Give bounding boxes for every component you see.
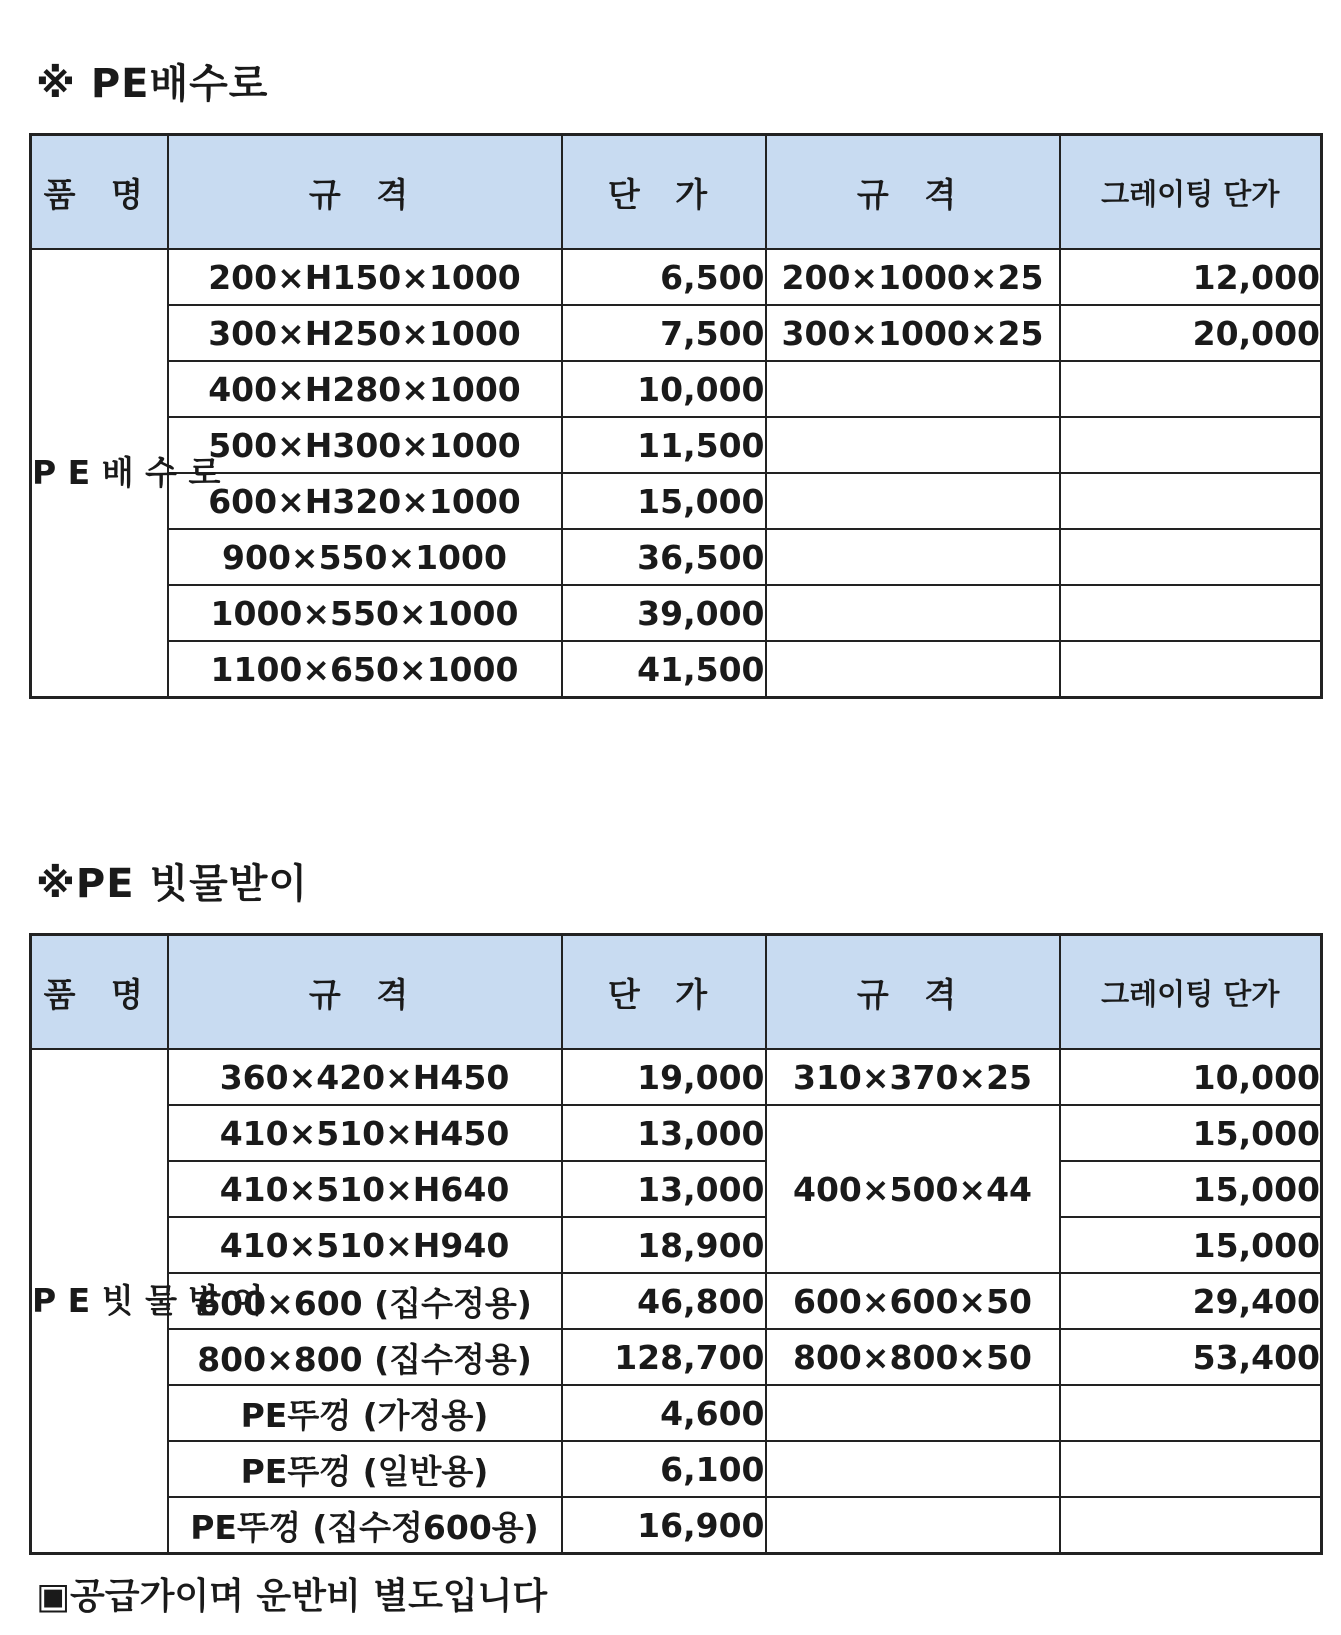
spec-cell: 400×H280×1000 bbox=[168, 361, 562, 417]
spec-cell: PE뚜껑 (가정용) bbox=[168, 1385, 562, 1441]
header-name: 품 명 bbox=[31, 135, 168, 250]
table-row bbox=[31, 1217, 1322, 1273]
table-row bbox=[31, 641, 1322, 698]
spec-cell: 900×550×1000 bbox=[168, 529, 562, 585]
grating-price-cell bbox=[1060, 361, 1322, 417]
header-price: 단 가 bbox=[562, 135, 766, 250]
price-cell: 4,600 bbox=[562, 1385, 766, 1441]
table-row bbox=[31, 1273, 1322, 1329]
table-row bbox=[31, 1049, 1322, 1105]
spec-cell: 410×510×H450 bbox=[168, 1105, 562, 1161]
spec-cell: PE뚜껑 (집수정600용) bbox=[168, 1497, 562, 1554]
table-row bbox=[31, 1329, 1322, 1385]
price-cell: 18,900 bbox=[562, 1217, 766, 1273]
header-name: 품 명 bbox=[31, 935, 168, 1050]
spec-cell: PE뚜껑 (일반용) bbox=[168, 1441, 562, 1497]
price-cell: 36,500 bbox=[562, 529, 766, 585]
grating-price-cell bbox=[1060, 1441, 1322, 1497]
grating-price-cell: 15,000 bbox=[1060, 1217, 1322, 1273]
grating-price-cell bbox=[1060, 1497, 1322, 1554]
spec-cell: 600×H320×1000 bbox=[168, 473, 562, 529]
grating-spec-cell bbox=[766, 641, 1060, 698]
grating-spec-cell bbox=[766, 1441, 1060, 1497]
table-header-row bbox=[31, 935, 1322, 1050]
grating-spec-cell bbox=[766, 473, 1060, 529]
header-spec: 규 격 bbox=[168, 135, 562, 250]
price-cell: 6,100 bbox=[562, 1441, 766, 1497]
price-cell: 11,500 bbox=[562, 417, 766, 473]
price-cell: 13,000 bbox=[562, 1105, 766, 1161]
grating-spec-cell: 400×500×44 bbox=[766, 1105, 1060, 1273]
grating-price-cell bbox=[1060, 585, 1322, 641]
spec-cell: 200×H150×1000 bbox=[168, 249, 562, 305]
table-row bbox=[31, 585, 1322, 641]
drain-price-table bbox=[29, 133, 1323, 699]
footer-note: ▣공급가이며 운반비 별도입니다 bbox=[36, 1576, 548, 1617]
grating-price-cell bbox=[1060, 1385, 1322, 1441]
table-row bbox=[31, 1441, 1322, 1497]
grating-price-cell bbox=[1060, 417, 1322, 473]
table-header-row bbox=[31, 135, 1322, 250]
spec-cell: 800×800 (집수정용) bbox=[168, 1329, 562, 1385]
spec-cell: 410×510×H640 bbox=[168, 1161, 562, 1217]
price-cell: 13,000 bbox=[562, 1161, 766, 1217]
table-row bbox=[31, 361, 1322, 417]
spec-cell: 500×H300×1000 bbox=[168, 417, 562, 473]
table-row bbox=[31, 529, 1322, 585]
section-title-rain-catch: ※PE 빗물받이 bbox=[36, 861, 309, 907]
product-name-cell: P E 빗 물 받 이 bbox=[31, 1049, 168, 1554]
header-grating-spec: 규 격 bbox=[766, 935, 1060, 1050]
table-row bbox=[31, 249, 1322, 305]
table-row bbox=[31, 1385, 1322, 1441]
price-cell: 41,500 bbox=[562, 641, 766, 698]
spec-cell: 1000×550×1000 bbox=[168, 585, 562, 641]
price-cell: 6,500 bbox=[562, 249, 766, 305]
price-cell: 15,000 bbox=[562, 473, 766, 529]
table-row bbox=[31, 1105, 1322, 1161]
grating-price-cell: 15,000 bbox=[1060, 1161, 1322, 1217]
grating-spec-cell bbox=[766, 529, 1060, 585]
spec-cell: 1100×650×1000 bbox=[168, 641, 562, 698]
spec-cell: 600×600 (집수정용) bbox=[168, 1273, 562, 1329]
grating-price-cell bbox=[1060, 529, 1322, 585]
grating-spec-cell: 800×800×50 bbox=[766, 1329, 1060, 1385]
price-cell: 19,000 bbox=[562, 1049, 766, 1105]
grating-price-cell bbox=[1060, 641, 1322, 698]
grating-spec-cell: 310×370×25 bbox=[766, 1049, 1060, 1105]
grating-spec-cell: 600×600×50 bbox=[766, 1273, 1060, 1329]
header-price: 단 가 bbox=[562, 935, 766, 1050]
rain-catch-price-table bbox=[29, 933, 1323, 1555]
price-cell: 16,900 bbox=[562, 1497, 766, 1554]
table-row bbox=[31, 305, 1322, 361]
grating-spec-cell bbox=[766, 417, 1060, 473]
price-cell: 7,500 bbox=[562, 305, 766, 361]
grating-spec-cell bbox=[766, 1497, 1060, 1554]
table-row bbox=[31, 1161, 1322, 1217]
product-name-cell: P E 배 수 로 bbox=[31, 249, 168, 698]
grating-price-cell: 15,000 bbox=[1060, 1105, 1322, 1161]
price-cell: 46,800 bbox=[562, 1273, 766, 1329]
grating-price-cell: 10,000 bbox=[1060, 1049, 1322, 1105]
section-title-drain: ※ PE배수로 bbox=[36, 61, 269, 107]
grating-price-cell bbox=[1060, 473, 1322, 529]
grating-price-cell: 20,000 bbox=[1060, 305, 1322, 361]
grating-spec-cell bbox=[766, 361, 1060, 417]
spec-cell: 410×510×H940 bbox=[168, 1217, 562, 1273]
grating-price-cell: 53,400 bbox=[1060, 1329, 1322, 1385]
grating-price-cell: 29,400 bbox=[1060, 1273, 1322, 1329]
price-cell: 10,000 bbox=[562, 361, 766, 417]
table-row bbox=[31, 1497, 1322, 1554]
grating-spec-cell bbox=[766, 585, 1060, 641]
header-grating-spec: 규 격 bbox=[766, 135, 1060, 250]
header-grating-price: 그레이팅 단가 bbox=[1060, 135, 1322, 250]
grating-spec-cell: 300×1000×25 bbox=[766, 305, 1060, 361]
table-row bbox=[31, 473, 1322, 529]
grating-price-cell: 12,000 bbox=[1060, 249, 1322, 305]
header-spec: 규 격 bbox=[168, 935, 562, 1050]
price-cell: 128,700 bbox=[562, 1329, 766, 1385]
table-row bbox=[31, 417, 1322, 473]
grating-spec-cell bbox=[766, 1385, 1060, 1441]
grating-spec-cell: 200×1000×25 bbox=[766, 249, 1060, 305]
spec-cell: 300×H250×1000 bbox=[168, 305, 562, 361]
price-cell: 39,000 bbox=[562, 585, 766, 641]
header-grating-price: 그레이팅 단가 bbox=[1060, 935, 1322, 1050]
spec-cell: 360×420×H450 bbox=[168, 1049, 562, 1105]
